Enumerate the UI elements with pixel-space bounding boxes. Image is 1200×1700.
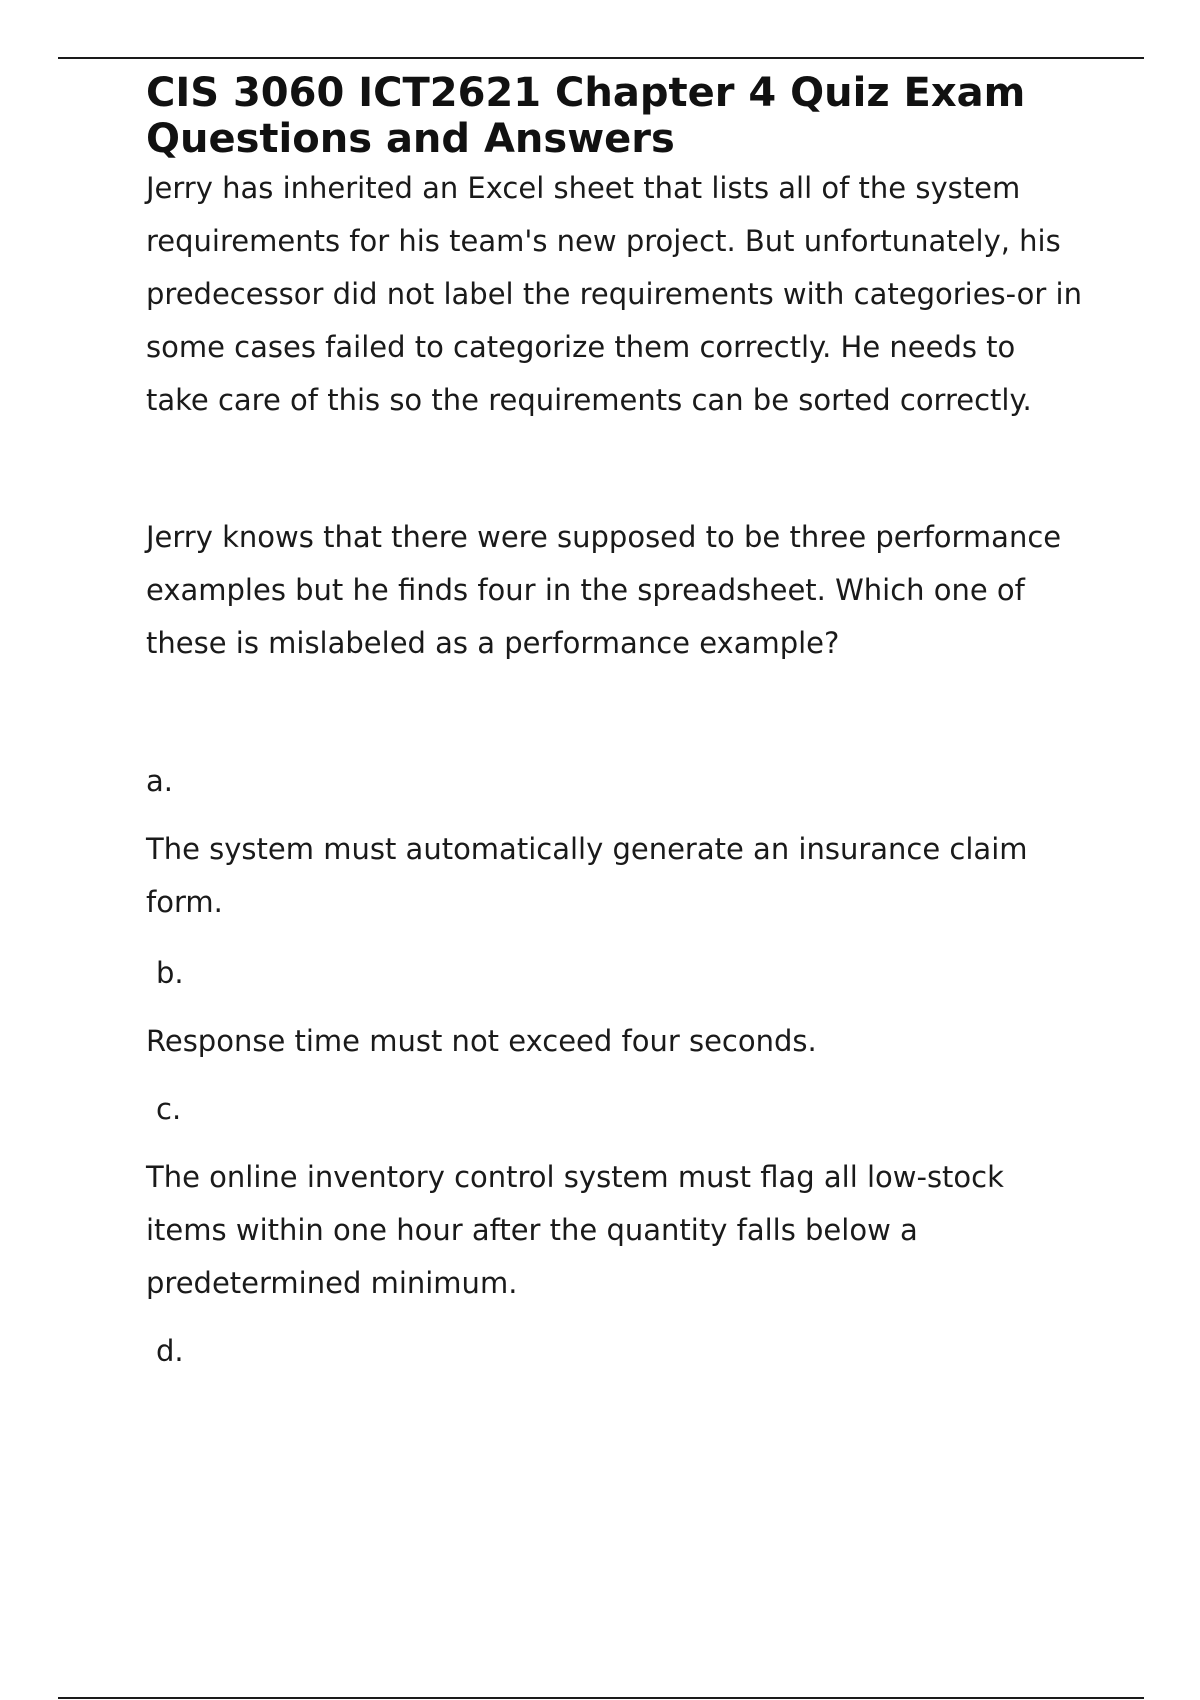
question-context-paragraph: Jerry has inherited an Excel sheet that lists all of the system requirements for his team's new project. But unfortunately, his predecessor did not label the requirements with categories-or in some cases failed to categorize them correctly. He needs to take care of this so the requirements can be sorted correctly. xyxy=(146,171,1082,417)
option-d-label: d. xyxy=(156,1334,184,1368)
option-c-label: c. xyxy=(156,1092,182,1126)
option-c-text: The online inventory control system must flag all low-stock items within one hour after the quantity falls below a predetermined minimum. xyxy=(146,1160,1004,1300)
top-divider xyxy=(58,57,1144,59)
document-title: CIS 3060 ICT2621 Chapter 4 Quiz Exam Questions and Answers xyxy=(146,70,1026,162)
option-b-label: b. xyxy=(156,956,184,990)
bottom-divider xyxy=(58,1697,1144,1699)
option-a-label: a. xyxy=(146,764,173,798)
question-prompt-paragraph: Jerry knows that there were supposed to be three performance examples but he finds four in the spreadsheet. Which one of these is mislabeled as a performance example? xyxy=(146,520,1062,660)
option-b-text: Response time must not exceed four seconds. xyxy=(146,1024,817,1058)
document-body xyxy=(146,70,1086,1378)
option-a-text: The system must automatically generate an insurance claim form. xyxy=(146,832,1028,919)
